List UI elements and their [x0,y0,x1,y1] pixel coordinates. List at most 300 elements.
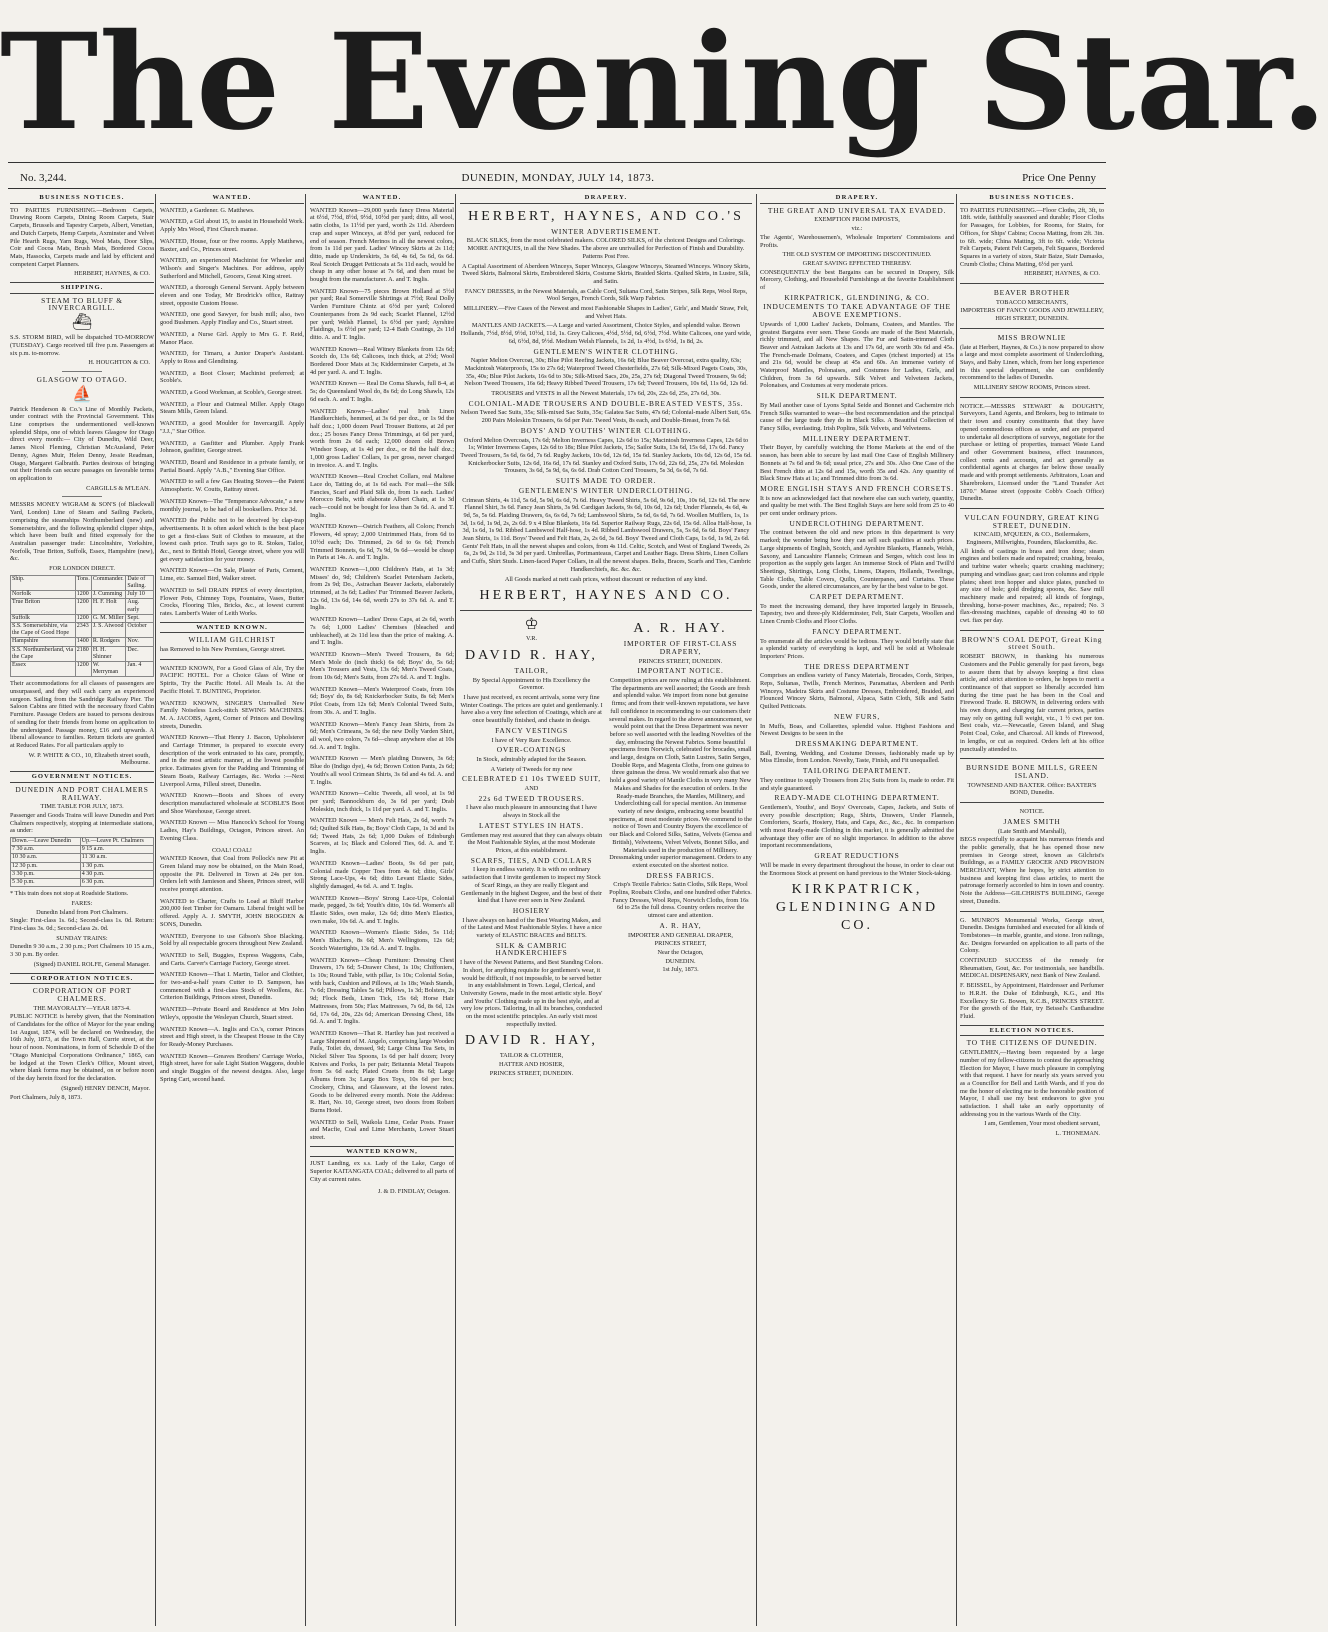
hay-stock: I have also much pleasure in announcing that I have always in Stock all the [466,804,597,820]
hhc-mantles: MANTLES AND JACKETS.—A Large and varied Assortment, Choice Styles, and splendid value. Brown Hollands, 7½d, 8½d, 9½d, 10½d, 11d, 1s. Grey Calicoes, 4½d, 5½d, 6d, 6½d, 7½d. White Calicoes, one yard wide, 6d, 6½d, 8d, 9½d. Medium Welsh Flannels, 1s 2d, 1s 4½d, 1s 6½d, 1s 8d, 2s. [460,322,752,345]
exemption: EXEMPTION FROM IMPOSTS, [814,216,900,224]
great-saving: GREAT SAVING EFFECTED THEREBY. [802,259,912,267]
election-title: TO THE CITIZENS OF DUNEDIN. [966,1038,1098,1048]
mayoralty-heading: THE MAYORALTY—YEAR 1873-4. [33,1004,131,1012]
corporation-date: Port Chalmers, July 8, 1873. [10,1094,82,1102]
table-cell: 1400 [75,638,91,646]
divider [960,283,1104,284]
railway-heading: DUNEDIN AND PORT CHALMERS RAILWAY. [15,784,149,802]
sunday-body: Dunedin 9 30 a.m., 2 30 p.m.; Port Chalmers 10 15 a.m., 3 30 p.m. By order. [10,943,154,959]
hay-hosiery-heading: HOSIERY [512,905,551,915]
glasgow-ad: Patrick Henderson & Co.'s Line of Monthly Packets, under contract with the Provincial Government. This Line comprises the undermentioned well-known splendid Ships, one of which leaves Glasgow for Otago direct every month:— City of Dunedin, Wild Deer, James Nicol Fleming, Christian McAusland, Peter Denny, Agnes Muir, Helen Denny, Jessie Readman, Otago, Margaret Galbraith. Parties desirous of bringing out their friends can secure passages on favorable terms on application to [10,405,154,482]
table-cell: 1200 [75,591,91,599]
table-cell: G. M. Miller [91,614,126,622]
ready-made-heading: READY-MADE CLOTHING DEPARTMENT. [774,793,940,803]
column-rule [155,194,156,1626]
column-6 [760,194,954,1626]
divider [460,610,752,611]
wanted-ad: WANTED, a Good Workman, at Scoble's, George street. [160,389,303,397]
table-row [11,870,154,878]
table-cell: H. H. Shinner [91,646,126,661]
gilchrist-name: WILLIAM GILCHRIST [188,635,276,645]
dispensary-ad: CONTINUED SUCCESS of the remedy for Rheumatism, Gout, &c. For testimonials, see handbills. MEDICAL DISPENSARY, next Bank of New Zealand. [960,957,1104,980]
fares-subheading: Dunedin Island from Port Chalmers. [36,908,128,916]
table-cell: 1 30 p.m. [80,862,153,870]
divider [960,758,1104,759]
smith-body: BEGS respectfully to acquaint his numerous friends and the public generally, that he has opened those new premises in George street, known as Gilchrist's Buildings, as a FAMILY GROCER AND PROVISION MERCHANT, Where he hopes, by strict attention to business and keeping first class articles, to merit the patronage formerly accorded to him in town and country. Note the Address—GILCHRIST'S BUILDING, George street, Dunedin. [960,836,1104,905]
reductions: Will be made in every department throughout the house, in order to clear out the Enormous Stock at present on hand previous to the Winter Stock-taking. [760,861,954,877]
wanted-ad: WANTED, a Gardener. G. Matthews. [160,206,255,214]
bacon-ad: WANTED Known—That Henry J. Bacon, Upholsterer and Carriage Trimmer, is prepared to execute every description of the work entrusted to his care, promptly, and in the most artistic manner, at the lowest possible price. Estimates given for the Padding and Trimming of Steam Boats, Railway Carriages, &c. Works :—Next Liverpool Arms, Filleul street, Dunedin. [160,734,304,788]
hay-sig-address: PRINCES STREET, DUNEDIN. [489,1069,574,1077]
money-wigram-ad: MESSRS MONEY WIGRAM & SON'S (of Blackwall Yard, London) Line of Steam and Sailing Packets, comprising the steamships Northumberland (new) and Somersetshire, and the following splendid clipper ships, which have been built and fitted expressly for the Australian passenger trade: Lincolnshire, Yorkshire, Norfolk, True Briton, Suffolk, Essex, Hampshire (new), &c. [10,501,154,563]
millinery: Their Buyer, by carefully watching the Home Markets at the end of the season, has been able to secure by last mail One Case of English Millinery Bonnets at 7s 6d and 9s 6d; usual price, 27s and 30s. Also One Case of the Best French ditto at 12s 6d and 15s, worth 35s and 42s. Any quantity of Black Straw Hats at 1s; and Trimmed ditto from 3s 6d. [760,444,954,483]
wanted-ad: WANTED Known—Real Crochet Collars, real Maltese Lace do, Tatting do, at 1s 6d each. For mail—the Silk Fancies, Scarf and Plaid Silk do, from 1s each. Ladies' Morocco Belts, with elaborate Albert Chain, at 1s 3d each—could not be bought for less than 3s 6d. A. and T. Inglis. [310,473,454,519]
carpet: To meet the increasing demand, they have imported largely in Brussels, Tapestry, two and three-ply Kidderminster, Felt, Stair Carpets, Woollen and Linen Crumb Cloths and Floor Cloths. [760,602,954,626]
arh-address: PRINCES STREET, DUNEDIN. [638,657,723,665]
stays-heading: MORE ENGLISH STAYS AND FRENCH CORSETS. [760,483,954,493]
money-wigram-tail: Their accommodations for all classes of passengers are unsurpassed, and they will each carry an experienced surgeon. Sailing from the Sandridge Railway Pier. The Saloon Cabins are fitted with the necessary fixed Cabin Furniture. Passage Orders are issued to persons desirous of sending for their friends from home on application to the undersigned. Passage money, £16 and upwards. A liberal allowance to families. Return tickets are granted at Reduced Rates. For all particulars apply to [10,680,154,749]
wanted-ad: WANTED Known—That R. Hartley has just received a Large Shipment of M. Angelo, comprising large Wooden Pails, Toilet do, dressed, 9d; Large China Tea Sets, in Nickel Silver Tea Spoons, 1s 6d per half dozen; Ivory Knives and Forks, 1s per pair; Britannia Metal Teapots from 5s 6d each; Plated Cruets from 8s 6d; Large Albums from 3s; Large Box Toys, 10s 6d per box; Crockery, China, and Glassware, at the lowest rates. Goods to be delivered every month. Note the Address: R. Hart, No. 10, George street, two doors from Robert Burns Hotel. [310,1029,454,1114]
london-direct-heading: FOR LONDON DIRECT. [49,565,115,573]
wanted-ad: WANTED Known—Ladies' Dress Caps, at 2s 6d, worth 7s 6d; 1,000 Ladies' Chemises (bleached and unbleached), at 2s 11d less than the price of making. A. and T. Inglis. [310,616,454,647]
table-cell: 2180 [75,646,91,661]
hancock-ad: WANTED Known — Miss Hancock's School for Young Ladies, Hay's Buildings, Octagon, Princes street. An Evening Class. [160,819,304,842]
boys-body: Oxford Melton Overcoats, 17s 6d; Melton Inverness Capes, 12s 6d to 15s; Macintosh Inverness Capes, 12s 6d to 1s; Winter Inverness Capes, 12s 6d to 18s; Blue Pilot Jackets, 15s; Sailor Suits, 13s 6d, 15s 6d, 17s 6d. Fancy Tweed Trousers, 5s 6d, 6s 6d, 7s 6d. Rugby Jackets, 10s 6d, 12s 6d, 15s 6d. Stanley Jackets, 10s 6d, 12s 6d, 15s 6d. Knickerbocker Suits, 12s 6d, 16s 6d, 17s 6d. Stanley and Oxford Suits, 17s 6d, 22s 6d, 25s, 27s 6d. Moleskin Trousers, 3s 6d, 5s 9d, 6s, 6s 6d. Drab Cotton Cord Trousers, 5s 3d, 6s 6d, 7s 6d. [460,436,752,475]
floor-cloth-ad: TO PARTIES FURNISHING.—Floor Cloths, 2ft, 3ft, to 18ft. wide, faithfully seasoned and durable; Floor Cloths for Passages, for Lobbies, for Rooms, for Stairs, for Offices, for Ships' Cabins; Cocoa Matting, from 2ft. 3in. to 6ft. wide; China Matting, 3ft to 6ft. wide; Victoria Felt Carpets, Patent Felt Carpets, Felt Squares, Bordered Squares in a variety of sizes, Stair Baize, Stair Damasks, Crumb Cloths; China Matting, 6½d per yard. [960,206,1104,268]
table-row [11,591,154,599]
hay-appointment: By Special Appointment to His Excellency the Governor. [472,676,591,692]
viz: viz.: [851,225,863,233]
dress-heading: THE DRESS DEPARTMENT [804,661,910,671]
board-ad: WANTED—Private Board and Residence at Mrs John Wiley's, opposite the Wesleyan Church, Stuart street. [160,1006,304,1021]
election-close: I am, Gentlemen, Your most obedient servant, [984,1120,1100,1128]
column-rule [756,194,757,1626]
table-cell: Sept. [126,614,154,622]
sunday-heading: SUNDAY TRAINS: [56,934,108,942]
hay-sig-name: DAVID R. HAY, [465,1033,598,1049]
tailoring-heading: TAILORING DEPARTMENT. [802,766,912,776]
hay-overcoatings: In Stock, admirably adapted for the Season. [476,755,587,763]
table-header-cell: Down.—Leave Dunedin [11,838,81,846]
wanted-ad: WANTED Known—The "Temperance Advocate," a new monthly journal, to be had of all booksellers. Price 3d. [160,497,304,513]
sailing-ship-icon: ⛵ [72,385,92,403]
coal-heading: COAL! COAL! [211,846,253,854]
corporation-notices-heading: CORPORATION NOTICES. [10,973,154,985]
arh-sig3: PRINCES STREET, [654,940,707,948]
corporation-signature: (Signed) HENRY DENCH, Mayor. [61,1084,150,1092]
table-cell: 7 30 a.m. [11,846,81,854]
table-cell: 1200 [75,599,91,614]
furnishing-signature: HERBERT, HAYNES, & CO. [74,270,150,278]
dateline [20,170,1096,186]
tax-heading: THE GREAT AND UNIVERSAL TAX EVADED. [767,205,947,215]
issue-number: No. 3,244. [20,172,67,184]
hay-scarf: I keep in endless variety. It is with no ordinary satisfaction that I invite gentlemen to inspect my Stock of Scarf Rings, as they are really Elegant and Gentlemanly in the highest Degree, and the best of their kind that I have ever seen in New Zealand. [461,866,602,905]
gents-body: Napier Melton Overcoat, 30s; Blue Pilot Reefing Jackets, 16s 6d; Blue Beaver Overcoat, extra quality, 63s; Mackintosh Waterproofs, 15s to 27s 6d; Waterproof Tweed Chesterfields, 27s 6d; Silk-Mixed Pagets Coats, 30s, 35s, 40s; Blue Pilot Jackets, 16s 6d to 30s; Silk-Mixed Sacs, 20s, 25s, 27s 6d; Diagonal Tweed Trousers, 9s 6d; Nelson Tweed Trousers, 16s 6d; Heavy Ribbed Tweed Trousers, 17s 6d; Tweed Trousers, 10s 6d, 11s 6d, 12s 6d. [464,357,748,388]
steamship-icon: ⛴ [71,314,93,332]
ar-hay-ad [609,616,752,1078]
singer-ad: WANTED KNOWN, SINGER'S Unrivalled New Family Noiseless Lock-stitch SEWING MACHINES. M. A. JACOBS, Agent, Corner of Princes and Dowling streets, Dunedin. [160,699,304,730]
furnishing-ad: TO PARTIES FURNISHING.—Bedroom Carpets, Drawing Room Carpets, Dining Room Carpets, Stair Carpets, Brussels and Tapestry Carpets, Albert, Venetian, and Dutch Carpets, Hemp Carpets, Axminster and Velvet Pile Hearth Rugs, Yarn Rugs, Wool Mats, Door Slips, Coir and Cocoa Mats, Brush Mats, Bordered Cocoa Mats, Hassocks, Carpets made and laid by efficient and competent Carpet Planners. [10,206,154,268]
hay-vestings-heading: FANCY VESTINGS [495,725,568,735]
wanted-ad: WANTED, an experienced Machinist for Wheeler and Wilson's and Singer's Machines. For address, apply Sutherford and Mitchell, Grocers, Great King street. [160,257,304,280]
table-cell: Suffolk [11,614,76,622]
table-cell: Nov. [126,638,154,646]
arh-subtitle: IMPORTER OF FIRST-CLASS DRAPERY, [623,639,738,656]
hhc-fancy: FANCY DRESSES, in the Newest Materials, as Cable Cord, Sultana Cord, Satin Stripes, Silk Reps, Wool Reps, Wool Serges, French Cords, Silk Warp Fabrics. [464,287,748,303]
masthead-rule [8,162,1106,163]
sunday-signature: (Signed) DANIEL ROLFE, General Manager. [33,960,150,968]
wanted-heading: WANTED. [160,194,304,204]
martin-ad: WANTED Known—That I. Martin, Tailor and Clothier, for two-and-a-half years Cutter to D. Sampson, has commenced with a first-class Stock of Woollens, &c. Criterion Buildings, Princes street, Dunedin. [160,971,304,1002]
colonial-body: Nelson Tweed Sac Suits, 35s; Silk-mixed Sac Suits, 35s; Galatea Sac Suits, 47s 6d; Colonial-made Albert Suit, 65s. 200 Pairs Moleskin Trousers, 6s 6d per Pair. Tweed Vests, 8s each, and Double-Breast, from 7s 6d. [460,409,752,425]
wanted-ad: WANTED, a Nurse Girl. Apply to Mrs G. F. Reid, Manor Place. [160,330,304,346]
table-cell: 1200 [75,614,91,622]
table-cell: 12 30 p.m. [11,862,81,870]
wanted-ad: WANTED Known—Boys' Strong Lace-Ups, Colonial made, pegged, 3s 6d; Youth's ditto, 10s 6d. Women's all Elastic Sides, own make, 12s 6d; ditto Men's Elastics, own make, 10s 6d. A. and T. Inglis. [310,894,454,925]
divider [960,802,1104,803]
wanted-ad: WANTED Known—Ladies' real Irish Linen Handkerchiefs, hemmed, at 3s 6d per doz., or 1s 9d the half doz.; 1,000 dozen Pearl Trouser Buttons, at 2d per doz.; 25 boxes Fancy Dress Trimmings, at 6d per yard, worth from 2s 6d each; 12,000 dozen old Brown Windsor Soap, at 1s 4d per doz., or 8d the half doz.; 1,000 gross Ladies' Collars, 1s per gross, never charged in invoice. A. and T. Inglis. [310,407,454,469]
inglis-ad: WANTED Known—A. Inglis and Co.'s, corner Princes street and High street, is the Cheapest House in the City for Ready-Money Purchases. [160,1025,304,1048]
wanted-ad: WANTED Known—75 pieces Brown Holland at 5½d per yard; Real Somerville Shirtings at 7½d; Real Dolly Varden Furniture Chintz at 6½d per yard; Colored Counterpanes from 2s 9d each; Scarlet Flannel, 12½d per yard; Welsh Flannel, 1s 6½d per yard; Ayrshire Flaidings, 1s 6½d per yard; 12-4 Bath Coatings, 2s 11d ditto. A. and T. Inglis. [310,287,454,341]
fancy: To enumerate all the articles would be tedious. They would briefly state that a splendid variety of everything is kept, and will be sold at Wholesale Importers' Prices. [760,637,954,660]
divider [960,630,1104,631]
column-rule [956,194,957,1626]
railway-note: * This train does not stop at Roadside Stations. [10,890,129,898]
train-table [10,837,154,887]
table-cell: Aug. early [126,599,154,614]
hay-and: AND [524,785,539,793]
inducements: Upwards of 1,000 Ladies' Jackets, Dolmans, Coatees, and Mantles. The greatest Bargains ever seen. These Goods are made of the Best Materials, richly trimmed, and all New Shapes. The Fur and Satin-trimmed Cloth Beaver and Astrakan Jackets at 13s and 17s 6d, are worth 30s 6d and 45s. The French-made Dolmans, Coatees, and Capes (richest imported) at 15s and 21s 6d, would be cheap at 45s and 60s. An immense variety of Waterproof Mantles, Polonaises, and Costumes for Ladies, Girls, and Children, from 3s 6d upwards. Silk Velvet and Velveteen Jackets, Polonaises, and Costumes at very moderate prices. [760,320,954,390]
beaver-subheading: TOBACCO MERCHANTS, [996,298,1068,306]
table-cell: R. Rodgers [91,638,126,646]
wanted-ad: WANTED Known—Ladies' Boots, 9s 6d per pair, Colonial made Copper Toes from 4s 6d; ditto, Girls' Strong Lace-Ups, 4s 6d; ditto Levant Elastic Sides, slightly damaged, 4s 6d. A. and T. Inglis. [310,859,454,890]
beaver-body: IMPORTERS OF FANCY GOODS AND JEWELLERY, HIGH STREET, DUNEDIN. [960,307,1104,323]
hhc-intro: BLACK SILKS, from the most celebrated makers. COLORED SILKS, of the choicest Designs and Colorings. MOIRE ANTIQUES, in all the New Shades. The above are unrivalled for Perfection of Finish and Durability. Patterns Post Free. [466,237,746,260]
table-cell: 10 30 a.m. [11,854,81,862]
column-7 [960,194,1104,1626]
hay-hats-heading: LATEST STYLES IN HATS. [479,820,584,830]
divider [160,659,304,660]
silk-heading: SILK DEPARTMENT. [816,391,898,401]
table-row [11,599,154,614]
dress: Comprises an endless variety of Fancy Materials, Brocades, Cords, Stripes, Reps, Sultanas, Twills, French Merinos, Paramattas, Aberdeen and Perth Winceys, Madeira Skirts and Costume Dresses, Embroidered, Braided, and Flounced Wincey Skirts, Balmoral, Alpaca, Satin Cloth, Silk and Satin Quilted Petticoats. [760,672,954,711]
hay-silk: I have of the Newest Patterns, and Best Standing Colors. In short, for anything requisite for gentlemen's wear, it would be difficult, if not impossible, to be served better in any establishment in Town. Legal, Clerical, and University Gowns, made in the most artistic style. Boys' and Youths' Clothing made up in the best style, and at very low prices. Tailoring, in all its branches, conducted on the most scientific principles. An early visit most respectfully invited. [460,959,603,1028]
underclothing-body: Crimean Shirts, 4s 11d, 5s 6d, 5s 9d, 6s 6d, 7s 6d. Heavy Tweed Shirts, 5s 6d, 9s 6d, 10s, 10s 6d, 12s 6d. The new Flannel Shirt, 3s 6d. Fancy Jean Shirts, 3s 9d. Cardigan Jackets, 9s 6d, 10s 6d, 12s 6d; Under Flannels, 4s 6d, 4s 9d, 5s, 5s 6d. Plaiding Drawers, 6s, 6s 6d, 7s 6d; Lambswool Shirts, 5s 6d, 6s 6d, 7s 6d. Woollen Mufflers, 1s, 1s 3d, 1s 6d, 1s 9d, 2s, 2s 6d. 9 x 4 Blue Blankets, 16s 6d. Superior Railway Rugs, 22s 6d, 15s 6d. Alloa Half-hose, 1s 3d, 1s 6d, 1s 9d. Ribbed Lambswool Half-hose, 1s 4d. Ribbed Lambswool Drawers, 5s, 5s 6d, 6s 6d. Boys' Fancy Jean Shirts, 1s 11d. Boys' Tweed and Felt Hats, 2s, 2s 6d, 3s 6d. Boys' Tweed and Cloth Caps, 1s 6d, 1s 9d, 2s 6d. Gents' Felt Hats, in all the newest shapes and colors, from 4s 11d. Celtic, Scotch, and West of England Tweeds, 2s 6s, 2s 9d, 2s 11d, 3s 3d per yard. Umbrellas, Portmanteaus, Carpet and Leather Bags. Dress Shirts, Linen Collars and Cuffs, Shirt Studs. Linen-faced Paper Collars, in all the newest shapes. Belts, Braces, Scarfs and Ties, Cambric Handkerchiefs, &c. &c. &c. [460,496,752,573]
table-row [11,614,154,622]
wanted-ads-list [160,207,304,618]
arh-sig5: DUNEDIN. [665,957,696,965]
wanted-ad: WANTED, one good Sawyer, for bush mill; also, two good Bushmen. Apply Findlay and Co., Stuart street. [160,311,304,327]
wanted-ad: WANTED Known—On Sale, Plaster of Paris, Cement, Lime, etc. Samuel Bird, Walker street. [160,567,304,583]
arh-title: A. R. HAY. [633,621,728,637]
wanted-ad: WANTED Known—29,000 yards fancy Dress Material at 6½d, 7½d, 8½d, 9½d, 10½d per yard; ditto, all wool, satin cloths, 1s 11½d per yard, worth 2s 11d. Aberdeen crap and super Winceys, at 8½d per yard, reduced for end of season. French Merinos in all the newest colors, from 1s 11d per yard. Ladies' Wincey Skirts at 2s 11d; ditto, made up Underskirts, 3s 6d, 4s 6d, 5s 6d, 6s 6d. Real Scotch Drugget Petticoats at 5s 11d each, would be cheap in any other house at 7s 6d, and then must be bought from the manufacturer. A. and T. Inglis. [310,206,454,284]
column-1 [10,194,154,1626]
hhc-title: HERBERT, HAYNES, AND CO.'S [468,208,744,224]
coal-ad: WANTED Known, that Coal from Pollock's new Pit at Green Island may now be obtained, on the Main Road, opposite the Pit. Delivered in Town at 24s per ton. Orders left with Jamieson and Sheen, Princes street, will receive prompt attention. [160,855,304,894]
arh-notice-heading: IMPORTANT NOTICE. [637,666,724,676]
wanted-ad: WANTED Known — Men's plaiding Drawers, 3s 6d; Blue do (Indigo dye), 4s 6d; Brown Cotton Pants, 2s 6d; Youth's all wool Crimean Shirts, 3s 6d and 4s 6d. A. and T. Inglis. [310,755,454,786]
ships-table [10,575,154,678]
business-notices-heading: BUSINESS NOTICES. [10,194,154,204]
drapery-columns [460,194,752,1626]
masthead-title: The Evening Star. [0,5,1328,160]
divider [960,508,1104,509]
wanted-ad: WANTED to sell a few Gas Heating Stoves—the Patent Atmospheric. W. Coutts, Rattray street. [160,478,304,494]
storm-bird-signature: H. HOUGHTON & CO. [88,359,150,367]
notice-heading: NOTICE. [1019,808,1045,816]
hhc-footer: All Goods marked at nett cash prices, without discount or reduction of any kind. [504,575,708,583]
hay-silk-heading: SILK & CAMBRIC HANDKERCHIEFS [495,940,568,958]
wanted-heading: WANTED. [310,194,454,204]
wanted-ad: WANTED, House, four or five rooms. Apply Matthews, Baxter, and Co., Princes street. [160,237,304,253]
table-cell: J. S. Atwood [91,622,126,637]
royal-crest-icon: ♔ [524,616,539,634]
smith-subheading: (Late Smith and Marshall), [997,827,1067,835]
scoble-ad: WANTED Known—Boots and Shoes of every description manufactured wholesale at SCOBLE'S Boot and Shoe Warehouse, George street. [160,792,304,815]
arh-sig: A. R. HAY, [659,920,702,930]
election-signature: L. THONEMAN. [1055,1130,1100,1138]
fares-body: Single: First-class 1s. 6d.; Second-class 1s. 0d. Return: First-class 3s. 0d.; Second-class 2s. 0d. [10,917,154,933]
hay-ads [460,616,752,1078]
glasgow-signature: CARGILLS & M'LEAN. [86,484,150,492]
hhc-subtitle: WINTER ADVERTISEMENT. [551,226,661,236]
floor-cloth-signature: HERBERT, HAYNES, & CO. [1024,270,1100,278]
issue-date: DUNEDIN, MONDAY, JULY 14, 1873. [461,172,655,184]
column-2 [160,194,304,1626]
table-cell: 4 30 p.m. [80,870,153,878]
hay-intro: I have just received, ex recent arrivals, some very fine Winter Coatings. The prices are quiet and gentlemanly. I have also a very fine selection of Coatings, which are at once beautifully finished, and chaste in design. [460,694,603,725]
hay-sig-trade2: HATTER AND HOSIER, [499,1061,564,1069]
arh-sig2: IMPORTER AND GENERAL DRAPER, [627,931,734,939]
table-cell: October [126,622,154,637]
vulcan-subheading: KINCAID, M'QUEEN, & CO., Boilermakers, Engineers, Millwrights, Founders, Blacksmiths, &c. [966,531,1098,547]
table-row [11,638,154,646]
hay-hosiery: I have always on hand of the Best Wearing Makes, and of the Latest and Most Fashionable Styles. I have a nice variety of ELASTIC BRACES and BELTS. [461,916,602,940]
furs: In Muffs, Boas, and Collarettes, splendid value. Highest Fashions and Newest Designs to be seen in the [760,722,954,738]
election-body: GENTLEMEN,—Having been requested by a large number of my fellow-citizens to contest the approaching Election for Mayor, I have much pleasure in complying with that request. I have for nearly six years served you as a Councillor for Bell and Leith Wards, and if you do me the honor of electing me to the honorable position of Mayor, I shall use my best endeavors to give you satisfaction. I shall take an early opportunity of addressing you in the various Wards of the City. [960,1049,1104,1118]
table-row [11,862,154,870]
steam-heading: STEAM TO BLUFF & INVERCARGILL. [41,295,123,313]
issue-price: Price One Penny [1022,172,1096,184]
table-cell: 9 15 a.m. [80,846,153,854]
wanted-ad: WANTED Known—Men's Waterproof Coats, from 10s 6d; Boys' do, 8s 6d; Knickerbocker Suits, 8s 6d; Men's Pilot Coats, from 12s 6d; Men's Colonial Tweed Suits, from 30s. A. and T. Inglis. [310,685,454,716]
dateline-rule [8,188,1106,189]
furs-heading: NEW FURS, [833,711,881,721]
coal-depot-body: ROBERT BROWN, in thanking his numerous Customers and the Public generally for past favors, begs to assure them that by always keeping a first class article, and strict attention to orders, he hopes to merit a continuance of that support so liberally accorded him during the time past he has been in the Coal and Firewood Trade. R. BROWN, in delivering orders with his own drays, and charging fair current prices, parties may rely on getting full weight, viz., 1 ½ cwt per ton. Best coals, viz.—Newcastle, Green Island, and Shag Point Coal, Coke, and Charcoal. All kinds of Firewood, in lengths, or cut as required. Orders left at his office punctually attended to. [960,653,1104,753]
stays: It is now an acknowledged fact that nowhere else can such variety, quantity, and quality be met with. The Best English Stays are here sold from 25 to 40 per cent under ordinary prices. [760,494,954,518]
wanted-ad: WANTED, for Timaru, a Junior Draper's Assistant. Apply to Ross and Glendining. [160,350,304,365]
consequently: CONSEQUENTLY the best Bargains can be secured in Drapery, Silk Mercery, Clothing, and Household Furnishings at the favorite Establishment of [760,268,954,292]
ready-made: Gentlemen's, Youths', and Boys' Overcoats, Capes, Jackets, and Suits of every possible description; Rugs, Shirts, Drawers, Under Flannels, Comforters, Scarfs, Hosiery, Hats, and Caps, &c., &c., &c. In comparison with most Ready-made Clothing in this market, it is generally admitted the advantage they offer are of no slight importance. In addition to the above important recommendations, [760,803,954,850]
royal-cipher: V.R. [525,635,538,643]
gents-heading: GENTLEMEN'S WINTER CLOTHING. [533,346,679,356]
munro-ad: G. MUNRO'S Monumental Works, George street, Dunedin. Designs furnished and executed for all kinds of Tombstones—in marble, granite, and stone. Iron railings, &c. Designs forwarded on application to all parts of the Colony. [960,916,1105,955]
wanted-ad: WANTED, a Boot Closer; Machinist preferred; at Scoble's. [160,369,304,385]
wanted-ad: WANTED Known—1,000 Children's Hats, at 1s 3d; Misses' do, 9d; Children's Scarlet Petersham Jackets, from 2s 9d; Do., Astrachan Beaver Jackets, elaborately trimmed, at 3s 6d; Ladies' Fur Trimmed Beaver Jackets, 12s 6d, 13s 6d, 14s 6d, worth 27s to 37s 6d. A. and T. Inglis. [310,565,454,612]
corporation-body: PUBLIC NOTICE is hereby given, that the Nomination of Candidates for the office of Mayor for the year ending 1st August, 1874, will be declared on Wednesday, the 16th July, 1873, at the Town Hall, Currie street, at the hour of noon. Nominations, in form of Schedule D of the "Otago Municipal Corporations Ordinance," 1865, can be lodged at the Town Clerk's Office, Mount street, where blank forms may be obtained, on or before noon of the day herein fixed for the declaration. [10,1013,154,1082]
wanted-ad: WANTED Known—Women's Elastic Sides, 5s 11d; Men's Bluchers, 8s 6d; Men's Wellingtons, 12s 6d; Scotch Watertights, 13s 6d. A. and T. Inglis. [310,929,454,952]
wanted-known-heading: WANTED KNOWN, [310,1146,454,1158]
railway-timetable-heading: TIME TABLE FOR JULY, 1873. [40,803,124,811]
divider [960,911,1104,912]
government-notices-heading: GOVERNMENT NOTICES. [10,771,154,783]
stewart-doughty-ad: NOTICE.—MESSRS STEWART & DOUGHTY, Surveyors, Land Agents, and Brokers, beg to intimate to their town and country constituents that they have opened commodious offices as under, and are prepared to undertake all descriptions of surveys, negotiate for the purchase or letting of properties, transact Waste Land and other Government business, effect insurances, collect rents and accounts, and act generally as confidential agents at charges far below those usually made and with prompt settlements. Arbitrators, Loan and Sharebrokers, Licensed under the "Land Transfer Act 1870." Manse street (opposite Cobb's Coach Office) Dunedin. [960,402,1104,503]
table-header-cell: Date of Sailing. [126,575,154,590]
underclothing: The contrast between the old and new prices in this department is very marked; the wonder being how they can sell such qualities at such prices. Large shipments of English, Scotch, and Ayrshire Blankets, Flannels, Welsh, Saxony, and Lancashire Flannels; Crimean and Serges, which cost less in proportion as the supply gets larger. An immense Stock of Plain and Twill'd Sheetings, Shirtings, Long Cloths, Linens, Diapers, Hollands, Tweelings, Table Cloths, Table Covers, Quilts, Counterpanes, and Curtains. These Goods, under the altered circumstances, are by far the best value to be got. [760,529,954,591]
divider [960,397,1104,398]
divider [62,371,102,372]
wanted-ad: WANTED Known—Real Witney Blankets from 12s 6d; Scotch do, 13s 6d; Calicoes, inch thick, at 2½d; Wool Bordered Door Mats at 3s; Kidderminster Carpets, at 3s 4d per yard. A. and T. Inglis. [310,345,454,376]
table-cell: Essex [11,661,76,676]
silk: By Mail another case of Lyons Spital Seide and Bonnet and Cachemire rich French Silks warranted to wear—the best recommendation and the principal cause of the large trade they do in Black Silks. A Beautiful Collection of Fancy Silks, everlasting. Irish Poplins, Silk Velvets, and Velveteens. [760,401,954,432]
underclothing-heading: UNDERCLOTHING DEPARTMENT. [789,518,925,528]
column-rule [455,194,456,1626]
arh-date: 1st July, 1873. [662,966,699,974]
table-cell: Jan. 4 [126,661,154,676]
suits-heading: SUITS MADE TO ORDER. [555,476,657,486]
brownlie-heading: MISS BROWNLIE [997,332,1067,342]
divider [62,496,102,497]
boys-heading: BOYS' AND YOUTHS' WINTER CLOTHING. [520,425,692,435]
shipping-heading: SHIPPING. [10,282,154,294]
hay-sig-trade: TAILOR & CLOTHIER, [499,1052,564,1060]
kaitangata-signature: J. & D. FINDLAY, Octagon. [377,1187,450,1195]
kaitangata-ad: JUST Landing, ex s.s. Lady of the Lake, Cargo of Superior KAITANGATA COAL; delivered to all parts of City at current rates. [310,1160,454,1183]
wanted-ad: WANTED, Board and Residence in a private family, or Partial Board. Apply "A.B.," Evening Star Office. [160,458,304,474]
glasgow-heading: GLASGOW TO OTAGO. [36,374,128,384]
hay-trade: TAILOR, [514,665,549,675]
table-header-cell: Tons. [75,575,91,590]
drapery-heading: DRAPERY. [460,194,752,204]
table-cell: 11 30 a.m. [80,854,153,862]
pacific-hotel-ad: WANTED KNOWN, For a Good Glass of Ale, Try the PACIFIC HOTEL. For a Choice Glass of Wine or Spirits, Try the Pacific Hotel. All Meals 1s. At the Pacific Hotel. T. BUNTING, Proprietor. [160,664,304,695]
column-rule [305,194,306,1626]
inducements-heading: INDUCEMENTS TO TAKE ADVANTAGE OF THE ABOVE EXEMPTIONS. [763,302,951,320]
wanted-ad: WANTED Known—Cheap Furniture: Dressing Chest Drawers, 17s 6d; 5-Drawer Chest, 1s 10s; Chiffoniers, 1s 10s; Round Table, with pillar, 1s 10s; Colonial Sofas, with back, Cushion and Pillows, at 1s 18s; Wash Stands, 7s 6d; Dressing Tables 5s 6d; Pillows, 1s 3d; Bolsters, 2s 9d; Flock Beds, Linen Tick, 15s 6d; Horse Hair Mattresses, from 50s; Flax Mattresses, 7s 6d, 8s 6d, 12s 6d, 17s 6d, 20s, 22s 6d; American Dressing Chest, 18s 6d. A. and T. Inglis. [310,956,454,1026]
table-row [11,854,154,862]
table-cell: 1200 [75,661,91,676]
fancy-heading: FANCY DEPARTMENT. [812,626,902,636]
arh-notice: Competition prices are now ruling at this establishment. The departments are well assorted; the Goods are fresh and splendid value. We import from none but genuine firms; and from their well-known reputations, we have full confidence in recommending to our customers their several makes. In regard to the above announcement, we would point out that the Dress Department was never before so well assorted with the leading Novelties of the day, embracing the Newest Fabrics. Some beautiful specimens from Norwich, celebrated for brocades, small and large, designs on Cloth, Satin Lustres, Satin Serges, Double Reps, and Magenta Cloths, from one guinea to three guineas the dress. We would remark also that we hold a good variety of Mantle Cloths in very many New Makes and Shades for the execution of orders. In the Ready-made Branches, the Mantles, Millinery, and Underclothing call for special mention. An immense variety of new designs, embracing some beautiful specimens, at most moderate prices. We commend to the notice of Town and Country Buyers the excellence of our Black and Colored Silks, Satins, Velvets (Genoa and British), Velveteens, Velvet Velvets, Bonnet Silks, and Materials used in the production of Millinery. Dressmaking under superior management. Orders to any extent executed on the shortest notice. [609,677,752,869]
greaves-ad: WANTED Known—Greaves Brothers' Carriage Works, High street, have for sale Light Station Waggons, double and single Buggies of the newest designs. Also, large Spring Cart, second hand. [160,1052,304,1083]
wanted-ad: WANTED, a Gasfitter and Plumber. Apply Frank Johnson, gasfitter, George street. [160,439,304,455]
hay-suit: CELEBRATED £1 10s TWEED SUIT, [462,774,601,784]
reductions-heading: GREAT REDUCTIONS [814,851,900,861]
hay-trousers: 22s 6d TWEED TROUSERS. [478,793,585,803]
table-header-cell: Ship. [11,575,76,590]
carpet-heading: CARPET DEPARTMENT. [809,592,905,602]
vulcan-heading: VULCAN FOUNDRY, GREAT KING STREET, DUNEDIN. [964,512,1100,530]
column-3 [310,194,454,1626]
old-system: THE OLD SYSTEM OF IMPORTING DISCONTINUED. [782,251,932,259]
dressmaking-heading: DRESSMAKING DEPARTMENT. [795,739,919,748]
table-row [11,846,154,854]
business-notices-heading: BUSINESS NOTICES. [960,194,1104,204]
coal-depot-heading: BROWN'S COAL DEPOT, Great King street South. [961,634,1103,652]
table-cell: 5 30 p.m. [11,879,81,887]
wanted-ads-list [310,207,454,1142]
wanted-ad: WANTED Known—Men's Fancy Jean Shirts, from 2s 6d; Men's Crimeans, 3s 6d; the new Dolly Varden Shirt, all wool, two colors, 7s 6d—cheap anywhere else at 10s 6d. A. and T. Inglis. [310,720,454,751]
gibson-ad: WANTED, Everyone to use Gibson's Shoe Blacking. Sold by all respectable grocers throughout New Zealand. [160,932,304,948]
table-row [11,622,154,637]
arh-sig4: Near the Octagon, [657,948,704,956]
table-cell: True Briton [11,599,76,614]
hhc-assortment: A Capital Assortment of Aberdeen Winceys, Super Winceys, Glasgow Winceys, Steamed Winceys. Wincey Skirts, Tweed Skirts, Balmoral Skirts, Embroidered Skirts, Costume Skirts, Braided Skirts. Quilted Skirts, in Lustre, Silk, and Satin. [461,262,751,285]
table-cell: W. Merryman [91,661,126,676]
hay-vestings: I have of Very Rare Excellence. [491,736,572,744]
wanted-ad: WANTED, a thorough General Servant. Apply between eleven and one Today, Mr Brodrick's office, Rattray street, opposite Custom House. [160,284,304,307]
table-cell: H. F. Holt [91,599,126,614]
wanted-ad: WANTED Known—Ostrich Feathers, all Colors; French Flowers, 4d spray; 2,000 Untrimmed Hats, from 6d to 10½d each; Do. Trimmed, 2s 6d to 6s 6d; French Trimmed Bonnets, 6s 6d, 7s 9d, 9s 6d—would be cheap in Paris at 14s. A. and T. Inglis. [310,523,454,562]
table-cell: Dec. [126,646,154,661]
david-hay-ad [460,616,603,1078]
corporation-title: CORPORATION OF PORT CHALMERS. [32,986,132,1003]
table-cell: S.S. Northumberland, via the Cape [11,646,76,661]
table-row [11,646,154,661]
hhc-signature: HERBERT, HAYNES AND CO. [479,588,733,604]
underclothing-heading: GENTLEMEN'S WINTER UNDERCLOTHING. [518,485,694,495]
hay-tweeds: A Variety of Tweeds for my new [490,765,573,773]
railway-ad: Passenger and Goods Trains will leave Dunedin and Port Chalmers respectively, stopping at intermediate stations, as under: [10,811,154,835]
gilchrist-body: has Removed to his New Premises, George street. [160,646,286,654]
table-cell: Hampshire [11,638,76,646]
burnside-body: TOWNSEND AND BAXTER. Office: BAXTER'S BOND, Dunedin. [967,781,1097,797]
dressmaking: Ball, Evening, Wedding, and Costume Dresses, fashionably made up by Miss Elmslie, from London. Novelty, Taste, Finish, and Fit unequalled. [760,749,954,765]
colonial-heading: COLONIAL-MADE TROUSERS AND DOUBLE-BREASTED VESTS, 35s. [468,398,744,408]
money-wigram-signature: W. P. WHITE & CO., 10, Elizabeth street south, Melbourne. [28,751,150,767]
wanted-ad: WANTED Known — Men's Felt Hats, 2s 6d, worth 7s 6d; Quilted Silk Hats, 8s; Boys' Cloth Caps, 1s 3d and 1s 6d; Tweed Hats, 2s 6d; 1,000 Dukes of Edinburgh Scarves, at 1s; Black and Colored Ties, 6d. A. and T. Inglis. [310,817,454,856]
table-cell: July 10 [126,591,154,599]
table-row [11,879,154,887]
buggies-ad: WANTED to Sell, Buggies, Express Waggons, Cabs, and Carts. Carver's Carriage Factory, George street. [160,951,304,967]
wanted-ad: WANTED to Sell, Waikola Lime, Cedar Posts. Fraser and Macfie, Coal and Lime Merchants, Lower Stuart street. [310,1118,454,1142]
trousers-body: TROUSERS and VESTS in all the Newest Materials, 17s 6d, 20s, 22s 6d, 25s, 27s 6d, 30s. [491,390,721,398]
table-cell: Norfolk [11,591,76,599]
wanted-ad: WANTED, a good Moulder for Invercargill. Apply "J.J.," Star Office. [160,420,304,435]
brownlie-body: (late at Herbert, Haynes, & Co.) is now prepared to show a large and most complete assortment of Underclothing, Stays, and Baby Linen, which, from her long experience in this special department, she can confidently recommend to the ladies of Dunedin. [960,343,1104,382]
tailoring: They continue to supply Trousers from 21s; Suits from 1s, made to order. Fit and style guaranteed. [760,776,954,792]
hay-name: DAVID R. HAY, [465,647,598,663]
charter-ad: WANTED to Charter, Crafts to Load at Bluff Harbor 200,000 feet Timber for Oamaru. Liberal freight will be offered. Apply A. J. SMYTH, JOHN BROGDEN & SONS, Dunedin. [160,897,304,928]
table-cell: 2343 [75,622,91,637]
arh-dress: Crisp's Textile Fabrics: Satin Cloths, Silk Reps, Wool Poplins, Roubaix Cloths, and one hundred other Fabrics. Fancy Dresses, Wool Reps, Norwich Cloths, from 16s 6d to 25s the full dress. Country orders receive the utmost care and attention. [609,881,752,920]
election-notices-heading: ELECTION NOTICES. [960,1025,1104,1037]
table-cell: 6 30 p.m. [80,879,153,887]
hhc-millinery: MILLINERY.—Five Cases of the Newest and most Fashionable Shapes in Ladies', Girls', and Maids' Straw, Felt, and Velvet Hats. [463,305,749,320]
wanted-ad: WANTED Known — Real De Coma Shawls, full 8-4, at 5s; do Queensland Wool do, 8s 6d; do Long Shawls, 12s 6d each. A. and T. Inglis. [310,380,454,403]
smith-heading: JAMES SMITH [1003,816,1061,826]
table-cell: J. Cumming [91,591,126,599]
vulcan-body: All kinds of castings in brass and iron done; steam engines and boilers made and repaired; crushing, breaks, and turbine water wheels; quartz crushing machinery; pumping and windlass gear; cast iron columns and ripple plates; sheet iron hopper and sluice plates, punched to any size of hole; gold dredging spoons, &c. Saw mill machinery made and repaired; all kinds of forgings, threshing, horse-power machines, &c., repaired; No. 3 flax-dressing machines, capable of dressing 40 to 60 cwt. fiax per day. [960,547,1104,625]
burnside-heading: BURNSIDE BONE MILLS, GREEN ISLAND. [965,763,1099,780]
brownlie-subheading: MILLINERY SHOW ROOMS, Princes street. [973,384,1091,392]
divider [960,328,1104,329]
hay-overcoatings-heading: OVER-COATINGS [496,745,567,755]
table-header-cell: Commander. [91,575,126,590]
storm-bird-ad: S.S. STORM BIRD, will be dispatched TO-MORROW (TUESDAY). Cargo received till five p.m. Passengers at six p.m. to-morrow. [10,334,154,357]
wanted-ad: WANTED the Public not to be deceived by clap-trap advertisements. It is often asked which is the best place to get a first-class Suit of Clothes to measure, at the lowest cash price. Truth says go to R. Stokes, Tailor, &c., next to British Hotel, George street, where you will get every satisfaction for your money. [160,517,304,563]
wanted-ad: WANTED, a Flour and Oatmeal Miller. Apply Otago Steam Mills, Green Island. [160,400,304,416]
kirkpatrick-signature: KIRKPATRICK, GLENDINING AND CO. [775,882,939,934]
kirkpatrick-name: KIRKPATRICK, GLENDINING, & CO. [784,292,930,302]
table-row [11,661,154,676]
wanted-ad: WANTED Known—Men's Tweed Trousers, 8s 6d; Men's Mole do (inch thick) 6s 6d; Boys' do, 5s 6d; Men's Trousers and Vests, 13s 6d; Men's Tweed Coats, from 10s 6d; Men's Suits, from 27s 6d. A. and T. Inglis. [310,650,454,682]
wanted-ad: WANTED to Sell DRAIN PIPES of every description, Flower Pots, Chimney Tops, Fountains, Vases, Butter Crocks, Flooring Tiles, Bricks, &c., at lowest current rates. Lambert's Water of Leith Works. [160,586,304,617]
agents: The Agents', Warehousemen's, Wholesale Importers' Commissions and Profits. [760,233,954,249]
table-header-cell: Up.—Leave Pt. Chalmers [80,838,153,846]
